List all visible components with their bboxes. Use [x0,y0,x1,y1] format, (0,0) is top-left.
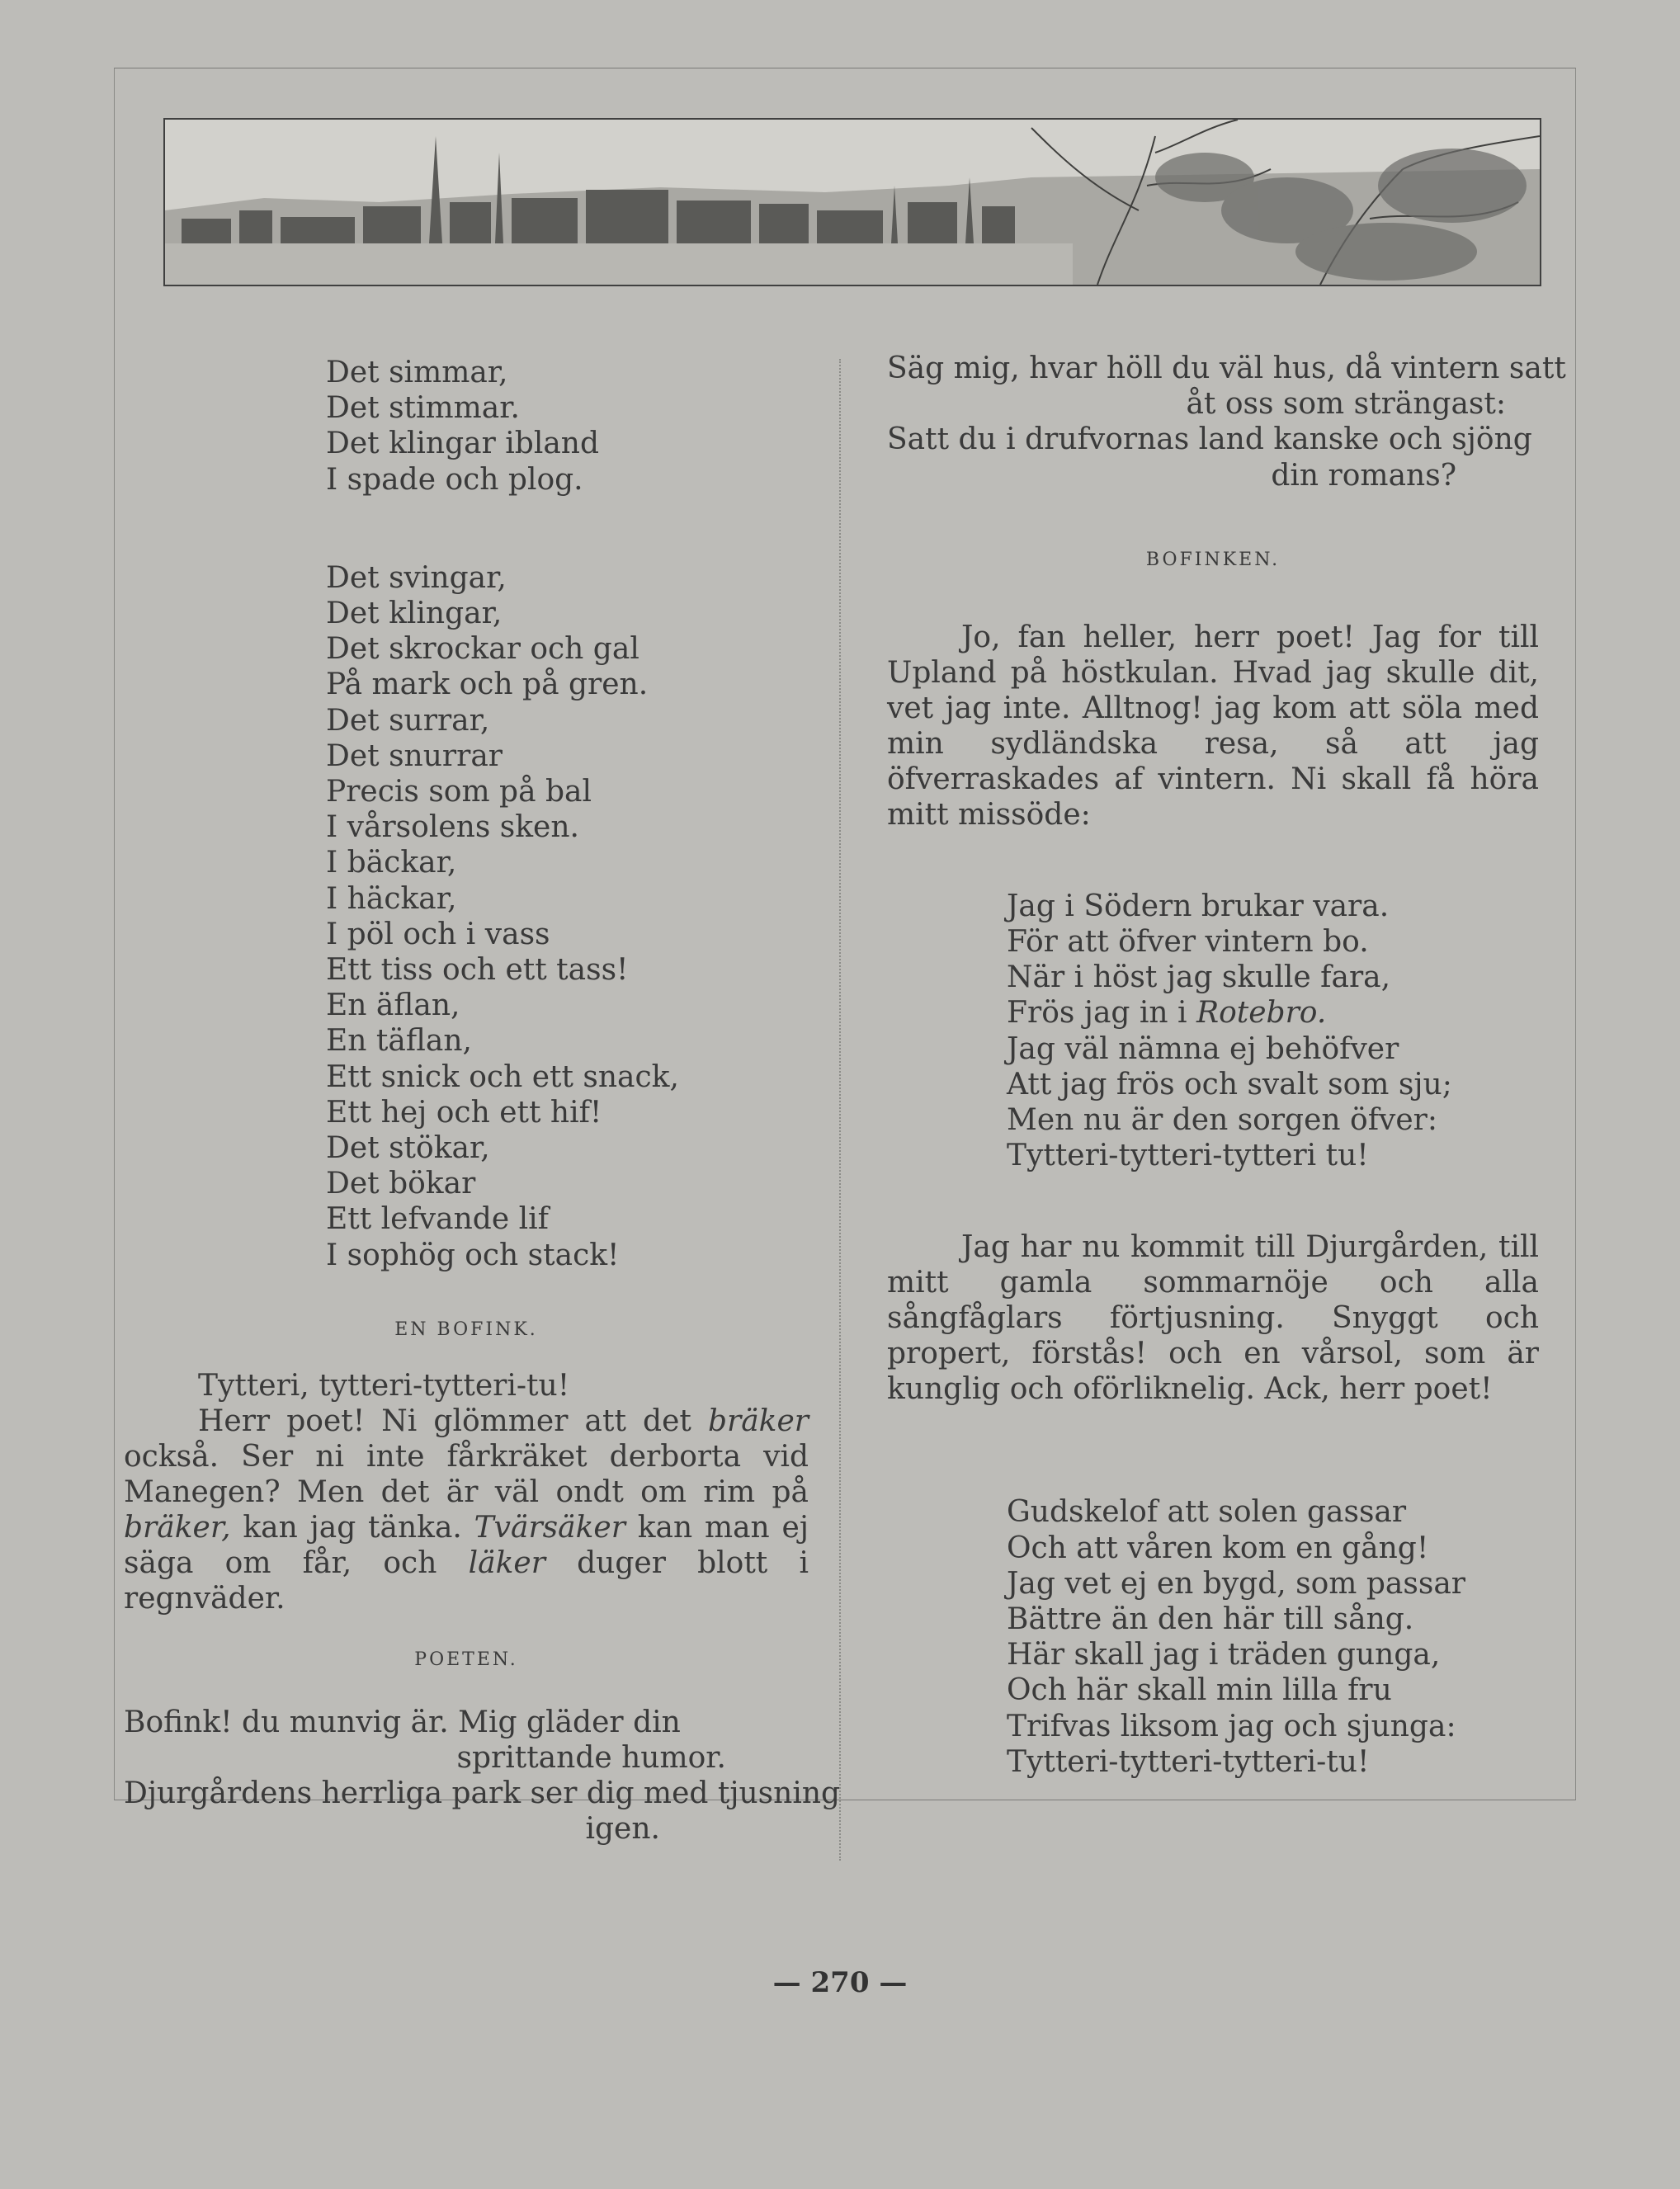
verse-line: Bättre än den här till sång. [1007,1602,1414,1637]
verse-line: Det stökar, [326,1131,490,1166]
verse-line: Det stimmar. [326,391,520,426]
verse-line: I spade och plog. [326,462,583,497]
speaker-heading: EN BOFINK. [394,1319,538,1340]
verse-line: Trifvas liksom jag och sjunga: [1007,1709,1456,1743]
verse-line: din romans? [1271,458,1456,493]
verse-line: Ett tiss och ett tass! [326,953,629,988]
poet-verse [124,1705,841,1847]
verse-line: sprittande humor. [456,1741,726,1776]
left-column [124,355,841,1847]
right-column [887,351,1566,1780]
verse-line: En äflan, [326,988,460,1023]
emphasized-word: bräker, [124,1510,231,1545]
verse-line: När i höst jag skulle fara, [1007,960,1391,995]
bofink-speech [124,1404,809,1616]
place-name: Rotebro. [1196,996,1327,1031]
verse-line: I bäckar, [326,846,457,880]
verse-line: Precis som på bal [326,775,592,809]
speech-text: också. Ser ni inte fårkräket derborta vid Manegen? Men det är väl ondt om rim på [124,1439,809,1509]
verse-line: Det klingar ibland [326,427,600,461]
speech-text: kan jag tänka. [230,1510,474,1545]
verse-line: Det bökar [326,1167,476,1201]
verse-line: Och att våren kom en gång! [1007,1531,1429,1565]
speech-text: kan man ej säga om får, och [124,1510,809,1580]
verse-line: Ett hej och ett hif! [326,1095,602,1130]
bofinken-speech: Jag har nu kommit till Djurgården, till mitt gamla sommarnöje och alla sångfåglars förtjusning. Snyggt och propert, förstås! och en vårsol, som är kunglig och oförliknelig. Ack, herr poet! [887,1230,1539,1407]
verse-line: I häckar, [326,881,457,916]
verse-line: I pöl och i vass [326,917,550,951]
verse-line: För att öfver vintern bo. [1007,925,1369,960]
poem-stanza-1 [326,355,809,498]
verse-line: Men nu är den sorgen öfver: [1007,1103,1438,1138]
verse-line: Djurgårdens herrliga park ser dig med tjusning [124,1776,841,1811]
verse-line: åt oss som strängast: [1186,387,1506,422]
verse-line: Gudskelof att solen gassar [1007,1495,1407,1530]
speech-text: Herr poet! Ni glömmer att det [198,1404,708,1438]
verse-line: igen. [585,1812,660,1847]
speaker-heading: BOFINKEN. [1145,549,1281,570]
verse-line: Det svingar, [326,560,507,595]
song-stanza-1 [1007,889,1539,1174]
verse-line: Bofink! du munvig är. Mig gläder din [124,1705,681,1739]
page-number: — 270 — [772,1966,908,1999]
column-divider [839,359,841,1861]
verse-line: Det klingar, [326,597,503,631]
emphasized-word: läker [468,1545,545,1580]
verse-line: I vårsolens sken. [326,810,579,845]
verse-line [1007,995,1539,1031]
verse-line: Det simmar, [326,356,508,389]
emphasized-word: bräker [707,1404,809,1438]
verse-line: Tytteri-tytteri-tytteri-tu! [1007,1744,1370,1779]
emphasized-word: Tvärsäker [474,1510,625,1545]
verse-line: Tytteri-tytteri-tytteri tu! [1007,1139,1369,1173]
verse-line: Säg mig, hvar höll du väl hus, då vintern satt [887,351,1566,385]
verse-line: Jag väl nämna ej behöfver [1007,1031,1399,1066]
verse-line: Det snurrar [326,738,503,773]
verse-text: Frös jag in i [1007,996,1196,1031]
verse-line: Satt du i drufvornas land kanske och sjöng [887,422,1532,457]
verse-line: Här skall jag i träden gunga, [1007,1638,1441,1672]
verse-line: Ett lefvande lif [326,1202,549,1237]
header-illustration [163,118,1541,286]
verse-line: I sophög och stack! [326,1238,620,1272]
verse-line: På mark och på gren. [326,668,649,702]
poet-question-verse [887,351,1566,493]
poem-stanza-2 [326,560,809,1273]
verse-line: Det skrockar och gal [326,632,639,667]
bofink-exclamation: Tytteri, tytteri-tytteri-tu! [198,1368,570,1403]
verse-line: Ett snick och ett snack, [326,1059,679,1094]
speaker-heading: POETEN. [414,1649,518,1670]
verse-line: Och här skall min lilla fru [1007,1673,1392,1708]
song-stanza-2 [1007,1494,1539,1780]
speech-text: duger blott i regnväder. [124,1545,809,1616]
verse-line: Jag vet ej en bygd, som passar [1007,1566,1465,1601]
verse-line: Jag i Södern brukar vara. [1007,889,1390,923]
verse-line: Att jag frös och svalt som sju; [1007,1067,1452,1102]
city-skyline-illustration [165,120,1540,285]
verse-line: En täflan, [326,1024,472,1059]
bofinken-speech: Jo, fan heller, herr poet! Jag for till Upland på höstkulan. Hvad jag skulle dit, vet jag inte. Alltnog! jag kom att söla med min sydländska resa, så att jag öfverraskades af vintern. Ni skall få höra mitt missöde: [887,620,1539,832]
verse-line: Det surrar, [326,703,490,738]
